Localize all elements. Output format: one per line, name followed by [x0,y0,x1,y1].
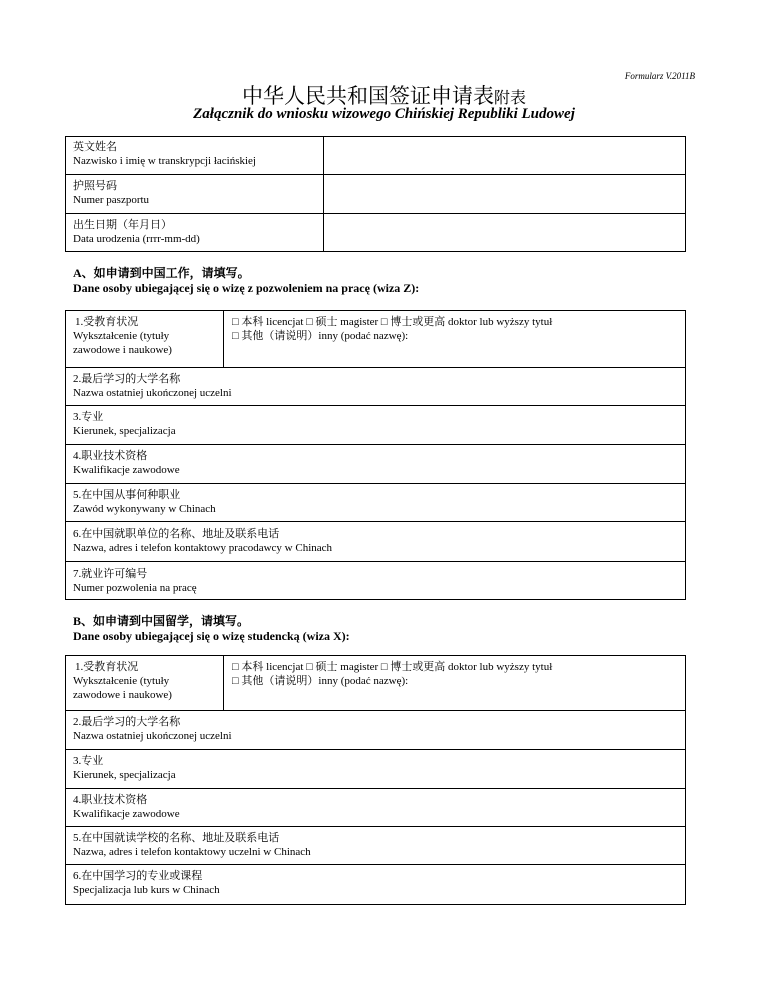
section-a-row[interactable] [73,527,332,555]
section-b-row-label-pl: Nazwa, adres i telefon kontaktowy uczelni w Chinach [73,846,311,858]
title-polish: Załącznik do wniosku wizowego Chińskiej Republiki Ludowej [193,106,575,122]
section-a-row[interactable] [73,449,180,477]
english-name-label-cn: 英文姓名 [73,141,117,153]
section-a-row-label-cn: 6.在中国就职单位的名称、地址及联系电话 [73,528,280,540]
divider [65,444,686,445]
section-a-row-label-pl: Nazwa, adres i telefon kontaktowy pracodawcy w Chinach [73,542,333,554]
section-b-row-label-pl: Nazwa ostatniej ukończonej uczelni [73,730,232,742]
section-b-education-label-pl: Wykształcenie (tytuły zawodowe i naukowe) [73,675,172,701]
section-b-education-label [73,660,218,702]
section-a-row[interactable] [73,567,197,595]
divider [65,521,686,522]
section-a-heading-cn: A、如申请到中国工作，请填写。 [73,266,250,280]
section-a-row-label-cn: 7.就业许可编号 [73,568,148,580]
section-a-row[interactable] [73,372,232,400]
english-name-label-pl: Nazwisko i imię w transkrypcji łacińskiej [73,155,256,167]
section-b-row-label-cn: 3.专业 [73,755,104,767]
form-number: Formularz V.2011B [624,71,695,81]
birth-date-label-cn: 出生日期（年月日） [73,219,172,231]
section-a-row-label-pl: Zawód wykonywany w Chinach [73,503,216,515]
section-a-options-line1[interactable]: □ 本科 licencjat □ 硕士 magister □ 博士或更高 doktor lub wyższy tytuł [232,316,553,328]
section-a-row[interactable] [73,488,216,516]
divider [65,483,686,484]
english-name-field[interactable] [324,137,685,173]
divider [223,655,224,710]
section-a-education-label [73,315,218,357]
section-a-education-options[interactable] [232,315,552,343]
passport-number-field[interactable] [324,175,685,212]
section-a-heading [73,266,419,296]
section-b-heading-cn: B、如申请到中国留学，请填写。 [73,614,250,628]
section-b-row-label-cn: 2.最后学习的大学名称 [73,716,181,728]
section-a-education-label-pl: Wykształcenie (tytuły zawodowe i naukowe) [73,330,172,356]
section-b-options-line2[interactable]: □ 其他（请说明）inny (podać nazwę): [232,675,409,687]
divider [65,788,686,789]
section-b-heading [73,614,350,644]
title-chinese-main: 中华人民共和国签证申请表 [241,84,494,108]
divider [65,710,686,711]
section-b-heading-pl: Dane osoby ubiegającej się o wizę studencką (wiza X): [73,629,350,643]
divider [65,561,686,562]
section-a-row-label-cn: 3.专业 [73,411,104,423]
divider [65,367,686,368]
english-name-label [73,140,256,168]
section-b-row-label-cn: 4.职业技术资格 [73,794,148,806]
section-b-education-options[interactable] [232,660,552,688]
section-b-options-line1[interactable]: □ 本科 licencjat □ 硕士 magister □ 博士或更高 doktor lub wyższy tytuł [232,661,553,673]
divider [65,405,686,406]
section-a-row-label-cn: 5.在中国从事何种职业 [73,489,181,501]
section-a-options-line2[interactable]: □ 其他（请说明）inny (podać nazwę): [232,330,409,342]
section-b-row[interactable] [73,793,180,821]
passport-number-label-cn: 护照号码 [73,180,117,192]
section-a-education-label-cn: 1.受教育状况 [75,316,139,328]
section-b-row[interactable] [73,754,176,782]
birth-date-field[interactable] [324,214,685,251]
title-chinese-suffix: 附表 [493,90,526,107]
birth-date-label-pl: Data urodzenia (rrrr-mm-dd) [73,233,200,245]
section-b-row-label-cn: 6.在中国学习的专业或课程 [73,870,203,882]
divider [65,864,686,865]
section-a-row-label-pl: Kwalifikacje zawodowe [73,464,180,476]
section-b-row-label-pl: Kwalifikacje zawodowe [73,808,180,820]
passport-number-label-pl: Numer paszportu [73,194,150,206]
section-b-row[interactable] [73,869,220,897]
section-b-row[interactable] [73,831,311,859]
divider [65,826,686,827]
section-a-row-label-pl: Nazwa ostatniej ukończonej uczelni [73,387,232,399]
section-b-row-label-pl: Specjalizacja lub kurs w Chinach [73,884,220,896]
divider [223,310,224,367]
section-a-row-label-cn: 2.最后学习的大学名称 [73,373,181,385]
section-a-row-label-cn: 4.职业技术资格 [73,450,148,462]
section-b-row[interactable] [73,715,232,743]
section-a-row-label-pl: Kierunek, specjalizacja [73,425,176,437]
birth-date-label [73,218,200,246]
section-a-row[interactable] [73,410,176,438]
divider [65,749,686,750]
section-a-heading-pl: Dane osoby ubiegającej się o wizę z pozwoleniem na pracę (wiza Z): [73,281,420,295]
section-b-row-label-pl: Kierunek, specjalizacja [73,769,176,781]
section-a-row-label-pl: Numer pozwolenia na pracę [73,582,197,594]
section-b-education-label-cn: 1.受教育状况 [75,661,139,673]
passport-number-label [73,179,149,207]
section-b-row-label-cn: 5.在中国就读学校的名称、地址及联系电话 [73,832,280,844]
